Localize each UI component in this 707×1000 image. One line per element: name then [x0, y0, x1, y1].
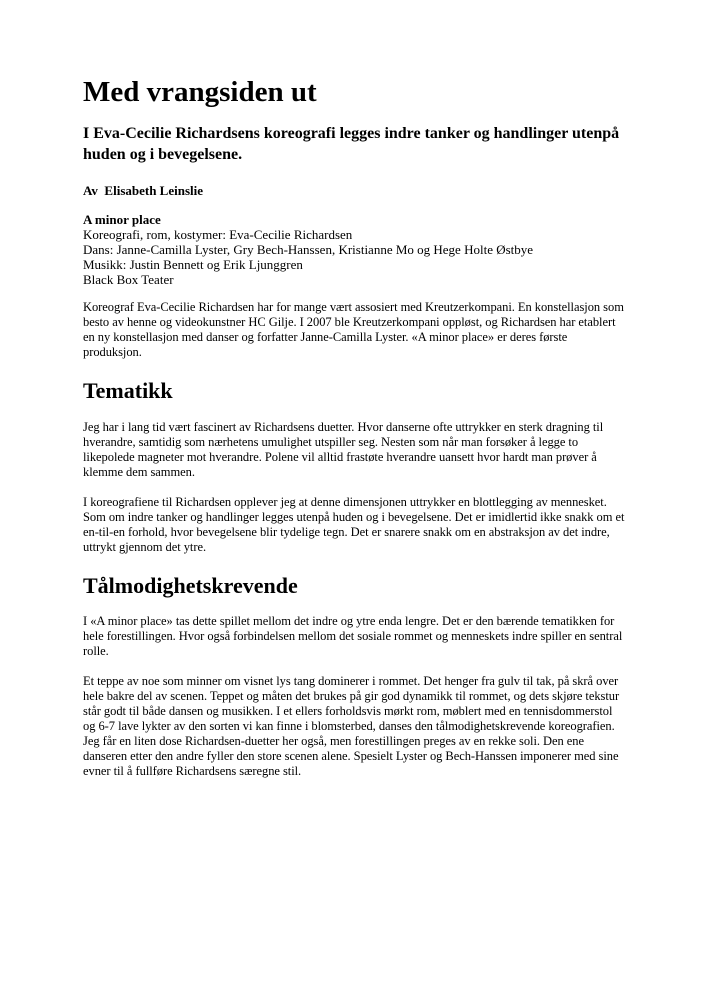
- paragraph-tematikk-2: I koreografiene til Richardsen opplever jeg at denne dimensjonen uttrykker en blottlegging av mennesket. Som om indre tanker og handlinger legges utenpå huden og i bevegelsene. Det er imidlertid ikke snakk om et en-til-en forhold, hvor bevegelsene blir tydelige tegn. Det er snarere snakk om en abstraksjon av det indre, uttrykt gjennom det ytre.: [83, 494, 625, 554]
- credit-line-venue: Black Box Teater: [83, 272, 174, 288]
- article-title: Med vrangsiden ut: [83, 76, 317, 108]
- credit-line-music: Musikk: Justin Bennett og Erik Ljunggren: [83, 257, 303, 273]
- production-title: A minor place: [83, 212, 161, 228]
- credit-line-choreography: Koreografi, rom, kostymer: Eva-Cecilie Richardsen: [83, 227, 353, 243]
- paragraph-intro: Koreograf Eva-Cecilie Richardsen har for mange vært assosiert med Kreutzerkompani. En konstellasjon som besto av henne og videokunstner HC Gilje. I 2007 ble Kreutzerkompani oppløst, og Richardsen har etablert en ny konstellasjon med danser og forfatter Janne-Camilla Lyster. «A minor place» er deres første produksjon.: [83, 300, 624, 360]
- paragraph-talmodighet-1: I «A minor place» tas dette spillet mellom det indre og ytre enda lengre. Det er den bærende tematikken for hele forestillingen. Hvor også forbindelsen mellom det sosiale rommet og menneskets indre spiller en sentral rolle.: [83, 613, 623, 658]
- paragraph-tematikk-1: Jeg har i lang tid vært fascinert av Richardsens duetter. Hvor danserne ofte uttrykker en sterk dragning til hverandre, samtidig som nærhetens umulighet utspiller seg. Nesten som når man forsøker å legge to likepolede magneter mot hverandre. Polene vil alltid frastøte hverandre uansett hvor hardt man prøver å klemme dem sammen.: [83, 419, 604, 479]
- section-heading-tematikk: Tematikk: [83, 378, 173, 404]
- article-lead: I Eva-Cecilie Richardsens koreografi legges indre tanker og handlinger utenpå huden og i bevegelsene.: [83, 125, 620, 164]
- section-heading-talmodighetskrevende: Tålmodighetskrevende: [83, 572, 298, 598]
- credit-line-dance: Dans: Janne-Camilla Lyster, Gry Bech-Hanssen, Kristianne Mo og Hege Holte Østbye: [83, 242, 534, 258]
- byline: Av Elisabeth Leinslie: [83, 183, 204, 199]
- production-credits: [83, 212, 627, 287]
- paragraph-talmodighet-2: Et teppe av noe som minner om visnet lys tang dominerer i rommet. Det henger fra gulv til tak, på skrå over hele bakre del av scenen. Teppet og måten det brukes på gir god dynamikk til rommet, og dets skjøre tekstur står godt til både dansen og musikken. I et ellers forholdsvis mørkt rom, møblert med en tennisdommerstol og 6-7 lave lykter av den sorten vi kan finne i blomsterbed, danses den tålmodighetskrevende koreografien. Jeg får en liten dose Richardsen-duetter her også, men forestillingen preges av en rekke soli. Den ene danseren etter den andre fyller den store scenen alene. Spesielt Lyster og Bech-Hanssen imponerer med sine evner til å fullføre Richardsens særegne stil.: [83, 673, 620, 778]
